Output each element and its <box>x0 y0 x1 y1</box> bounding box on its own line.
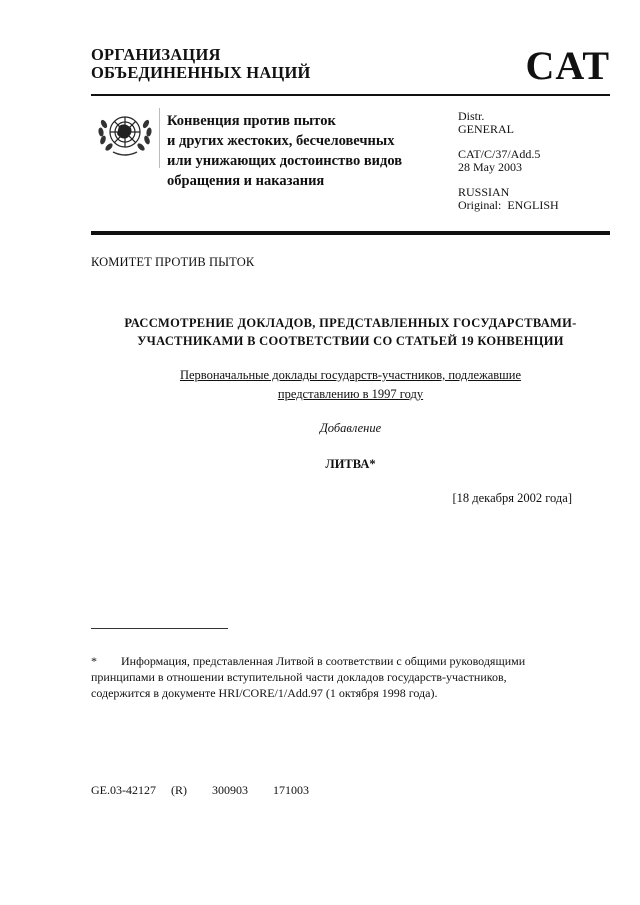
document-series-symbol: CAT <box>525 43 610 88</box>
job-number: GE.03-42127 (R) 300903 171003 <box>91 783 309 797</box>
organization-line-2: ОБЪЕДИНЕННЫХ НАЦИЙ <box>91 63 311 82</box>
header-vertical-separator <box>159 108 160 168</box>
original-language: Original: ENGLISH <box>458 198 559 212</box>
header-rule-bottom <box>91 231 610 235</box>
distr-value: GENERAL <box>458 122 514 136</box>
addendum-label: Добавление <box>319 421 382 435</box>
convention-line-3: или унижающих достоинство видов <box>167 153 403 169</box>
document-symbol: CAT/C/37/Add.5 <box>458 147 541 161</box>
committee-name: КОМИТЕТ ПРОТИВ ПЫТОК <box>91 255 255 269</box>
title-line-2: УЧАСТНИКАМИ В СООТВЕТСТВИИ СО СТАТЬЕЙ 19 КОНВЕНЦИИ <box>137 334 564 348</box>
document-date: 28 May 2003 <box>458 160 522 174</box>
document-subtitle <box>91 366 610 404</box>
convention-title <box>167 111 402 191</box>
subtitle-line-1: Первоначальные доклады государств-участников, подлежавшие <box>179 368 522 382</box>
document-language: RUSSIAN <box>458 185 510 199</box>
footnote-line-1: Информация, представленная Литвой в соответствии с общими руководящими <box>121 654 526 668</box>
distr-label: Distr. <box>458 109 485 123</box>
convention-line-2: и других жестоких, бесчеловечных <box>167 133 395 149</box>
un-emblem-icon <box>95 106 155 162</box>
convention-line-1: Конвенция против пыток <box>167 113 336 129</box>
country-heading: ЛИТВА* <box>325 457 376 471</box>
organization-line-1: ОРГАНИЗАЦИЯ <box>91 45 221 64</box>
subtitle-line-2: представлению в 1997 году <box>277 387 424 401</box>
convention-line-4: обращения и наказания <box>167 173 325 189</box>
footnote-mark: * <box>91 654 97 668</box>
header-rule-top <box>91 94 610 96</box>
title-line-1: РАССМОТРЕНИЕ ДОКЛАДОВ, ПРЕДСТАВЛЕННЫХ ГОСУДАРСТВАМИ- <box>124 316 577 330</box>
document-title <box>91 314 610 350</box>
footnote-line-3: содержится в документе HRI/CORE/1/Add.97 (1 октября 1998 года). <box>91 686 438 700</box>
footnote-line-2: принципами в отношении вступительной части докладов государств-участников, <box>91 670 507 684</box>
footnote <box>91 653 571 701</box>
organization-name <box>91 46 311 82</box>
distribution-block <box>458 110 559 212</box>
footnote-separator <box>91 628 228 629</box>
report-date: [18 декабря 2002 года] <box>452 491 572 505</box>
